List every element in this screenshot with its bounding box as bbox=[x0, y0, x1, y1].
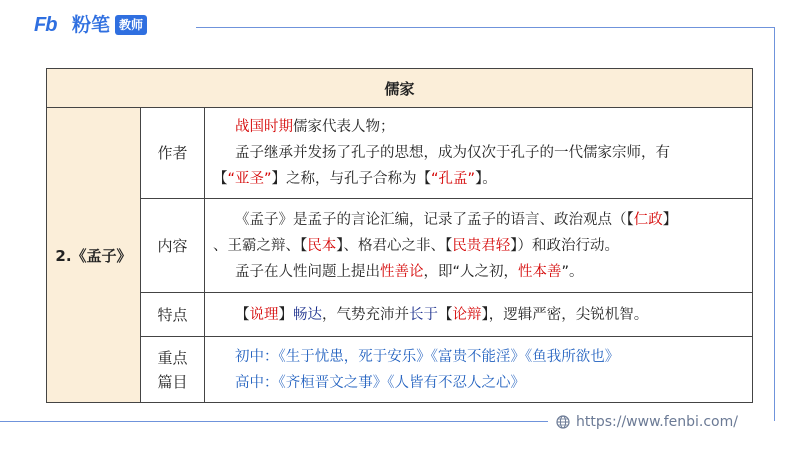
author-line-3: 【“亚圣”】之称，与孔子合称为【“孔孟”】。 bbox=[213, 171, 497, 187]
confucianism-table bbox=[46, 68, 753, 403]
author-content bbox=[205, 108, 753, 199]
table-header: 儒家 bbox=[47, 69, 753, 108]
key-works-content bbox=[205, 337, 753, 403]
content-line-3: 孟子在人性问题上提出性善论，即“人之初，性本善”。 bbox=[235, 263, 584, 280]
globe-icon bbox=[556, 415, 570, 429]
row-label-author: 作者 bbox=[141, 108, 205, 199]
key-works-senior: 高中：《齐桓晋文之事》《人皆有不忍人之心》 bbox=[235, 374, 525, 391]
content-content bbox=[205, 199, 753, 293]
book-title-cell: 2.《孟子》 bbox=[47, 108, 141, 403]
content-line-1: 《孟子》是孟子的言论汇编，记录了孟子的语言、政治观点（【仁政】 bbox=[235, 211, 678, 228]
content-line-2: 、王霸之辩、【民本】、格君心之非、【民贵君轻】）和政治行动。 bbox=[213, 237, 619, 254]
author-line-1: 战国时期儒家代表人物； bbox=[235, 119, 395, 135]
url-text: https://www.fenbi.com/ bbox=[576, 414, 738, 430]
teacher-badge: 教师 bbox=[115, 15, 147, 35]
author-line-2: 孟子继承并发扬了孔子的思想，成为仅次于孔子的一代儒家宗师，有 bbox=[235, 145, 670, 161]
fenbi-logo bbox=[34, 13, 147, 37]
row-label-features: 特点 bbox=[141, 293, 205, 337]
features-content bbox=[205, 293, 753, 337]
features-line: 【说理】畅达，气势充沛并长于【论辩】，逻辑严密，尖锐机智。 bbox=[235, 306, 649, 323]
fenbi-logo-mark: Fb bbox=[34, 14, 57, 36]
key-works-junior: 初中：《生于忧患，死于安乐》《富贵不能淫》《鱼我所欲也》 bbox=[235, 348, 620, 365]
row-label-key-works: 重点 篇目 bbox=[141, 337, 205, 403]
frame-line-top bbox=[196, 27, 774, 28]
frame-line-bottom bbox=[0, 421, 548, 422]
row-label-content: 内容 bbox=[141, 199, 205, 293]
frame-line-right bbox=[774, 27, 775, 421]
footer-url[interactable] bbox=[556, 412, 738, 432]
fenbi-logo-text: 粉笔 bbox=[72, 14, 111, 36]
